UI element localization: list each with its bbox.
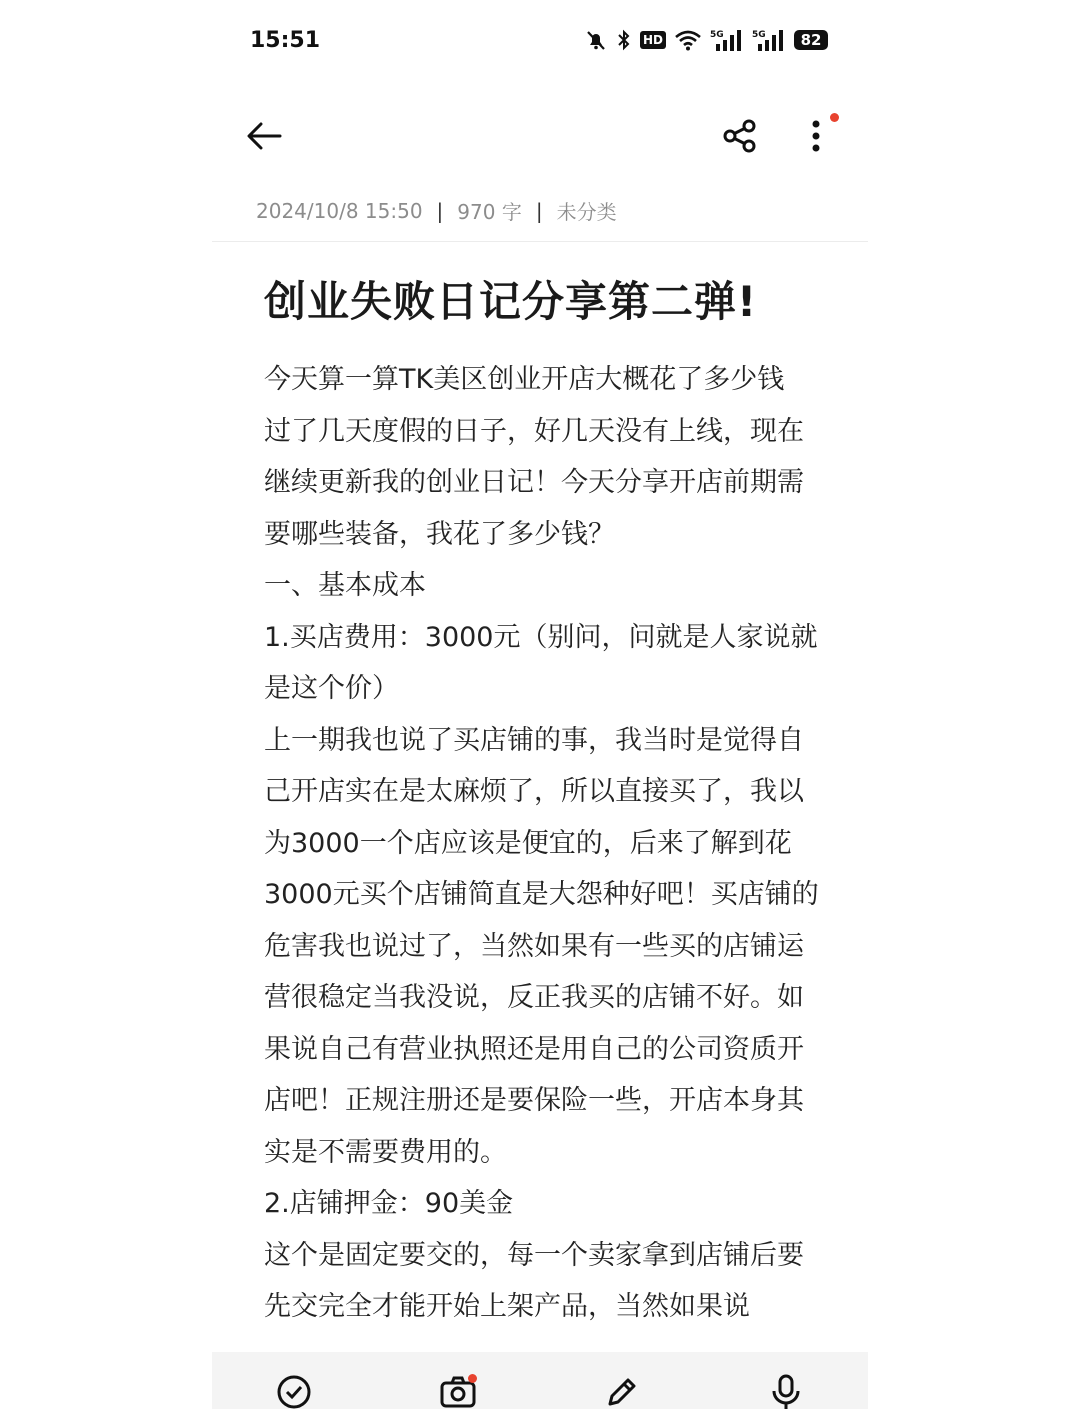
back-button[interactable] xyxy=(236,100,292,172)
note-paragraph: 今天算一算TK美区创业开店大概花了多少钱 xyxy=(264,364,785,395)
note-paragraph: 1.买店费用：3000元（别问，问就是人家说就是这个价） xyxy=(264,621,818,704)
bottom-toolbar xyxy=(212,1352,868,1409)
wifi-icon xyxy=(674,29,702,51)
header-divider xyxy=(212,241,868,242)
note-meta xyxy=(256,196,617,225)
signal-2-icon xyxy=(752,28,786,52)
camera-notification-dot xyxy=(468,1374,477,1383)
status-icons xyxy=(584,28,868,52)
note-paragraph: 一、基本成本 xyxy=(264,570,426,601)
note-paragraph: 过了几天度假的日子，好几天没有上线，现在继续更新我的创业日记！今天分享开店前期需要哪些装备，我花了多少钱？ xyxy=(264,415,804,550)
signal-1-icon xyxy=(710,28,744,52)
share-icon xyxy=(722,118,758,154)
note-category[interactable]: 未分类 xyxy=(556,200,617,224)
meta-separator: | xyxy=(436,198,444,223)
note-datetime: 2024/10/8 15:50 xyxy=(256,198,423,223)
svg-text:5G: 5G xyxy=(710,30,724,40)
checklist-button[interactable] xyxy=(264,1352,324,1409)
meta-separator: | xyxy=(535,198,543,223)
share-button[interactable] xyxy=(712,100,768,172)
note-word-count: 970 字 xyxy=(457,200,522,224)
status-time: 15:51 xyxy=(250,27,321,53)
voice-input-button[interactable] xyxy=(756,1352,816,1409)
arrow-left-icon xyxy=(246,121,282,151)
hd-voice-icon: HD xyxy=(640,31,666,49)
note-content[interactable] xyxy=(264,270,824,1333)
svg-text:5G: 5G xyxy=(752,30,766,40)
note-paragraph: 2.店铺押金：90美金 xyxy=(264,1188,514,1219)
handwriting-button[interactable] xyxy=(592,1352,652,1409)
note-paragraph: 这个是固定要交的，每一个卖家拿到店铺后要先交完全才能开始上架产品，当然如果说 xyxy=(264,1239,804,1322)
more-options-button[interactable] xyxy=(788,100,844,172)
note-paragraph: 上一期我也说了买店铺的事，我当时是觉得自己开店实在是太麻烦了，所以直接买了，我以为3000一个店应该是便宜的，后来了解到花3000元买个店铺简直是大怨种好吧！买店铺的危害我也说过了，当然如果有一些买的店铺运营很稳定当我没说，反正我买的店铺不好。如果说自己有营业执照还是用自己的公司资质开店吧！正规注册还是要保险一些，开店本身其实是不需要费用的。 xyxy=(264,724,819,1168)
top-toolbar xyxy=(212,100,868,172)
checklist-icon xyxy=(276,1374,312,1410)
note-title[interactable]: 创业失败日记分享第二弹! xyxy=(264,277,758,326)
more-vertical-icon xyxy=(811,119,821,153)
note-body[interactable] xyxy=(264,354,824,1333)
bluetooth-icon xyxy=(616,28,632,52)
microphone-icon xyxy=(768,1374,804,1410)
notification-dot xyxy=(830,113,839,122)
status-bar xyxy=(212,18,868,62)
battery-indicator: 82 xyxy=(794,30,828,50)
camera-button[interactable] xyxy=(428,1352,488,1409)
mute-bell-icon xyxy=(584,28,608,52)
pen-icon xyxy=(604,1374,640,1410)
